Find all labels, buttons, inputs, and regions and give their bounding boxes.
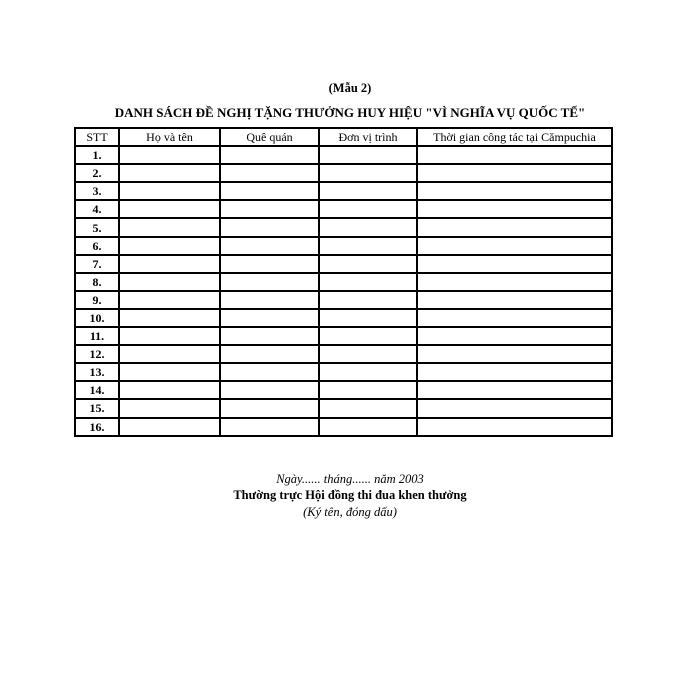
full-name-cell — [119, 418, 220, 436]
hometown-cell — [220, 237, 319, 255]
table-row — [75, 146, 612, 164]
full-name-cell — [119, 164, 220, 182]
hometown-cell — [220, 164, 319, 182]
full-name-cell — [119, 146, 220, 164]
full-name-cell — [119, 327, 220, 345]
submitting-unit-cell — [319, 399, 417, 417]
submitting-unit-cell — [319, 363, 417, 381]
full-name-cell — [119, 363, 220, 381]
full-name-cell — [119, 309, 220, 327]
submitting-unit-cell — [319, 255, 417, 273]
table-row — [75, 237, 612, 255]
table-row — [75, 200, 612, 218]
header-submitting-unit: Đơn vị trình — [319, 128, 417, 146]
service-period-cell — [417, 200, 612, 218]
document-title: DANH SÁCH ĐỀ NGHỊ TẶNG THƯỞNG HUY HIỆU "VÌ NGHĨA VỤ QUỐC TẾ" — [114, 105, 586, 120]
nomination-table — [74, 127, 613, 437]
submitting-unit-cell — [319, 291, 417, 309]
row-number: 8. — [75, 273, 119, 291]
table-row — [75, 291, 612, 309]
hometown-cell — [220, 363, 319, 381]
service-period-cell — [417, 146, 612, 164]
service-period-cell — [417, 218, 612, 236]
header-full-name: Họ và tên — [119, 128, 220, 146]
service-period-cell — [417, 291, 612, 309]
full-name-cell — [119, 273, 220, 291]
table-row — [75, 218, 612, 236]
full-name-cell — [119, 255, 220, 273]
service-period-cell — [417, 327, 612, 345]
hometown-cell — [220, 345, 319, 363]
table-row — [75, 255, 612, 273]
hometown-cell — [220, 255, 319, 273]
full-name-cell — [119, 218, 220, 236]
row-number: 3. — [75, 182, 119, 200]
hometown-cell — [220, 381, 319, 399]
hometown-cell — [220, 146, 319, 164]
submitting-unit-cell — [319, 273, 417, 291]
row-number: 11. — [75, 327, 119, 345]
table-row — [75, 345, 612, 363]
table-row — [75, 381, 612, 399]
service-period-cell — [417, 273, 612, 291]
table-row — [75, 309, 612, 327]
table-row — [75, 164, 612, 182]
table-row — [75, 182, 612, 200]
signature-note: (Ký tên, đóng dấu) — [303, 505, 397, 519]
hometown-cell — [220, 291, 319, 309]
submitting-unit-cell — [319, 309, 417, 327]
submitting-unit-cell — [319, 164, 417, 182]
service-period-cell — [417, 345, 612, 363]
row-number: 12. — [75, 345, 119, 363]
row-number: 7. — [75, 255, 119, 273]
submitting-unit-cell — [319, 381, 417, 399]
hometown-cell — [220, 182, 319, 200]
full-name-cell — [119, 345, 220, 363]
header-hometown: Quê quán — [220, 128, 319, 146]
table-row — [75, 399, 612, 417]
organization-name: Thường trực Hội đồng thi đua khen thưởng — [233, 488, 467, 502]
service-period-cell — [417, 309, 612, 327]
full-name-cell — [119, 237, 220, 255]
submitting-unit-cell — [319, 327, 417, 345]
date-line: Ngày...... tháng...... năm 2003 — [276, 472, 424, 486]
hometown-cell — [220, 418, 319, 436]
service-period-cell — [417, 255, 612, 273]
header-stt: STT — [75, 128, 119, 146]
row-number: 16. — [75, 418, 119, 436]
service-period-cell — [417, 237, 612, 255]
full-name-cell — [119, 399, 220, 417]
hometown-cell — [220, 218, 319, 236]
submitting-unit-cell — [319, 418, 417, 436]
service-period-cell — [417, 164, 612, 182]
row-number: 1. — [75, 146, 119, 164]
submitting-unit-cell — [319, 182, 417, 200]
hometown-cell — [220, 327, 319, 345]
service-period-cell — [417, 182, 612, 200]
table-header-row — [75, 128, 612, 146]
row-number: 5. — [75, 218, 119, 236]
row-number: 6. — [75, 237, 119, 255]
submitting-unit-cell — [319, 146, 417, 164]
row-number: 15. — [75, 399, 119, 417]
row-number: 9. — [75, 291, 119, 309]
table-row — [75, 418, 612, 436]
service-period-cell — [417, 418, 612, 436]
row-number: 13. — [75, 363, 119, 381]
table-body — [75, 146, 612, 436]
service-period-cell — [417, 381, 612, 399]
form-label: (Mẫu 2) — [328, 81, 372, 95]
full-name-cell — [119, 182, 220, 200]
hometown-cell — [220, 399, 319, 417]
table-row — [75, 327, 612, 345]
row-number: 4. — [75, 200, 119, 218]
service-period-cell — [417, 363, 612, 381]
hometown-cell — [220, 309, 319, 327]
row-number: 2. — [75, 164, 119, 182]
table-row — [75, 363, 612, 381]
table-row — [75, 273, 612, 291]
header-service-period: Thời gian công tác tại Cămpuchia — [417, 128, 612, 146]
submitting-unit-cell — [319, 200, 417, 218]
full-name-cell — [119, 291, 220, 309]
service-period-cell — [417, 399, 612, 417]
submitting-unit-cell — [319, 218, 417, 236]
full-name-cell — [119, 381, 220, 399]
row-number: 14. — [75, 381, 119, 399]
full-name-cell — [119, 200, 220, 218]
row-number: 10. — [75, 309, 119, 327]
hometown-cell — [220, 200, 319, 218]
submitting-unit-cell — [319, 345, 417, 363]
hometown-cell — [220, 273, 319, 291]
submitting-unit-cell — [319, 237, 417, 255]
